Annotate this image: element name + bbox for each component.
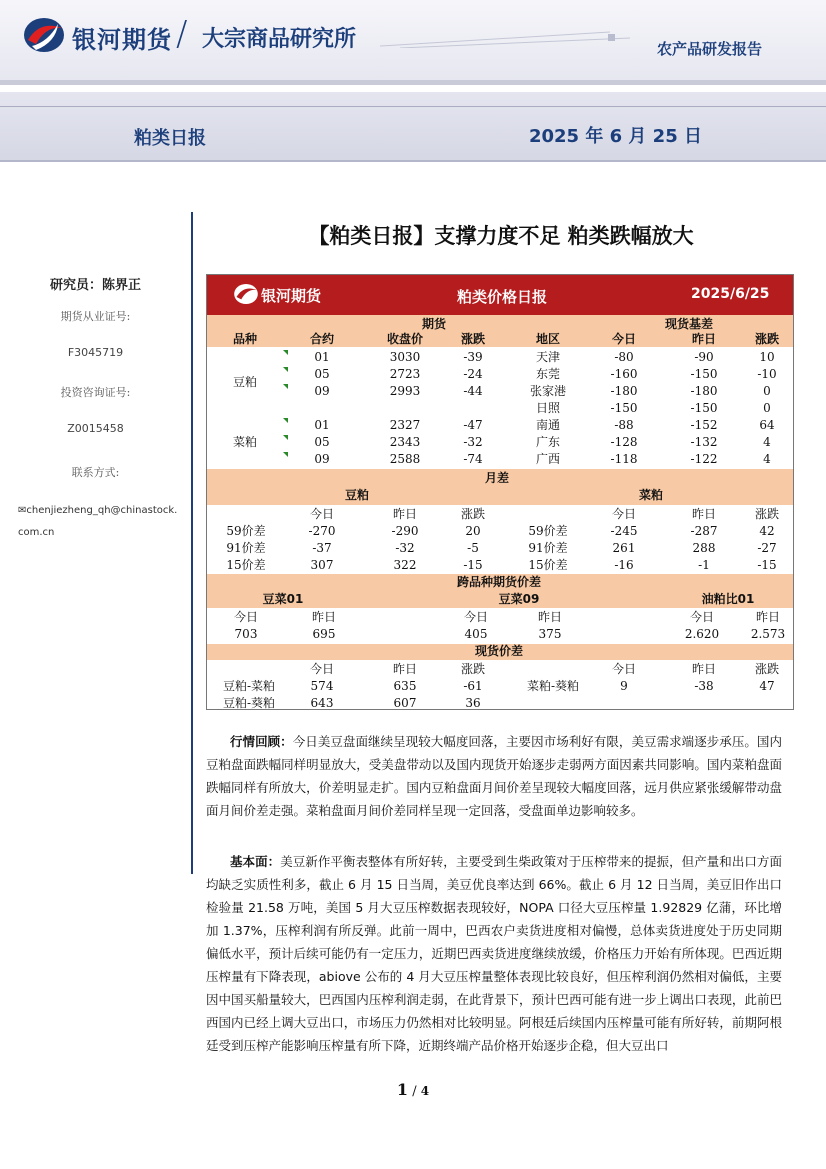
sp-col-change-a: 涨跌: [460, 662, 485, 676]
cross-a-yesterday: 695: [312, 627, 336, 641]
spot-row-1-change-a: -61: [463, 679, 483, 693]
row-3-region: 张家港: [529, 384, 566, 398]
row-6-change: -32: [463, 435, 483, 449]
row-3-spot-yesterday: -180: [690, 384, 718, 398]
header-decoration: [380, 8, 640, 48]
cell-marker-icon: [283, 435, 288, 440]
row-5-spot-today: -88: [614, 418, 634, 432]
fundamental-text: 美豆新作平衡表整体有所好转，主要受到生柴政策对于压榨带来的提振，但产量和出口方面均缺乏实质性利多，截止 6 月 15 日当周，美豆优良率达到 66%。截止 6 月 12 日当周，美豆旧作出口检验量 21.58 万吨，美国 5 月大豆压榨数据表现较好，NOPA 口径大豆压榨量 1.92829 亿蒲，环比增加 1.37%，压榨利润有所反弹。此前一周中，巴西农户卖货进度相对偏慢，总体卖货进度处于历史同期偏低水平，预计后续可能仍有一定压力，近期巴西卖货进度继续放缓，价格压力开始有所体现。巴西近期压榨量有下降表现，abiove 公布的 4 月大豆压榨量整体表现比较良好，但压榨利润仍然相对偏低，主要因中国买船量较大，巴西国内压榨利润走弱，在此背景下，预计巴西可能有进一步上调出口表现，此前巴西国内已经上调大豆出口，市场压力仍然相对比较明显。阿根廷后续国内压榨量可能有所好转，前期阿根廷受到压榨产能影响压榨量有所下降，近期终端产品价格开始逐步企稳，但大豆出口: [206, 854, 782, 1053]
row-6-spot-yesterday: -132: [690, 435, 718, 449]
spread-col-yesterday-soy: 昨日: [392, 507, 417, 521]
row-2-change: -24: [463, 367, 483, 381]
spot-row-2-pair-a: 豆粕-葵粕: [222, 696, 276, 710]
row-5-change: -47: [463, 418, 483, 432]
spread-col-today-soy: 今日: [309, 507, 334, 521]
sidebar-divider: [191, 212, 193, 874]
cross-c-yesterday-label: 昨日: [755, 610, 780, 624]
email-text: chenjiezheng_qh@chinastock.com.cn: [18, 505, 178, 538]
table-brand: 银河期货: [261, 287, 322, 305]
spot-row-1-change-b: 47: [759, 679, 775, 693]
spread-row-3-today-rap: -16: [614, 558, 634, 572]
row-7-spot-yesterday: -122: [690, 452, 718, 466]
col-yesterday: 昨日: [691, 332, 716, 346]
table-date: 2025/6/25: [691, 286, 770, 302]
subheader-line: [0, 106, 826, 107]
galaxy-logo-icon: [22, 16, 66, 54]
row-5-region: 南通: [535, 418, 560, 432]
page-title: 【粕类日报】支撑力度不足 粕类跌幅放大: [308, 224, 694, 248]
cross-c-yesterday: 2.573: [750, 627, 786, 641]
page-total: 4: [420, 1084, 430, 1098]
row-3-contract: 09: [314, 384, 330, 398]
row-6-spot-today: -128: [610, 435, 638, 449]
table-title: 粕类价格日报: [457, 288, 548, 306]
spread-row-1-yesterday-rap: -287: [690, 524, 718, 538]
page-number: [0, 1080, 826, 1099]
review-lead: 行情回顾：: [230, 734, 293, 749]
spot-row-2-today-a: 643: [310, 696, 334, 710]
spread-row-1-change-soy: 20: [465, 524, 481, 538]
cross-label: 跨品种期货价差: [456, 575, 541, 589]
spread-row-2-label-soy: 91价差: [226, 541, 266, 555]
row-7-close: 2588: [389, 452, 421, 466]
spot-row-1-yesterday-a: 635: [393, 679, 417, 693]
review-text: 今日美豆盘面继续呈现较大幅度回落，主要因市场利好有限，美豆需求端逐步承压。国内豆粕盘面跌幅同样明显放大，受美盘带动以及国内现货开始逐步走弱两方面因素共同影响。国内菜粕盘面跌幅同样有所放大，价差明显走扩。国内豆粕盘面月间价差呈现较大幅度回落，远月供应紧张缓解带动盘面月间价差走强。菜粕盘面月间价差同样呈现一定回落，受盘面单边影响较多。: [206, 734, 782, 818]
row-7-change: -74: [463, 452, 483, 466]
row-7-contract: 09: [314, 452, 330, 466]
variety-soymeal: 豆粕: [232, 375, 257, 389]
spot-basis-label: 现货基差: [664, 317, 713, 331]
subheader-band: [0, 92, 826, 162]
report-date: 2025 年 6 月 25 日: [528, 126, 702, 147]
row-1-change: -39: [463, 350, 483, 364]
row-6-region: 广东: [535, 435, 560, 449]
col-change: 涨跌: [460, 332, 485, 346]
col-close: 收盘价: [386, 332, 423, 346]
spot-row-1-pair-a: 豆粕-菜粕: [222, 679, 276, 693]
spread-label: 月差: [484, 471, 509, 485]
table-logo-icon: [233, 282, 259, 306]
fundamental-lead: 基本面：: [230, 854, 281, 869]
subheader-line-bottom: [0, 160, 826, 162]
row-1-contract: 01: [314, 350, 330, 364]
row-2-spot-today: -160: [610, 367, 638, 381]
spread-row-2-change-rap: -27: [757, 541, 777, 555]
col-today: 今日: [611, 332, 636, 346]
spread-col-yesterday-rap: 昨日: [691, 507, 716, 521]
page-current: 1: [396, 1080, 409, 1099]
cross-b-yesterday-label: 昨日: [537, 610, 562, 624]
spread-row-1-label-soy: 59价差: [226, 524, 266, 538]
row-5-close: 2327: [389, 418, 421, 432]
row-3-spot-today: -180: [610, 384, 638, 398]
table-header-bar: [207, 275, 793, 315]
spread-row-1-today-soy: -270: [308, 524, 336, 538]
row-4-spot-yesterday: -150: [690, 401, 718, 415]
col-region: 地区: [535, 332, 560, 346]
spread-row-2-today-soy: -37: [312, 541, 332, 555]
sp-col-today-a: 今日: [309, 662, 334, 676]
futures-label: 期货: [421, 317, 446, 331]
row-6-contract: 05: [314, 435, 330, 449]
variety-rapemeal: 菜粕: [232, 435, 257, 449]
cell-marker-icon: [283, 418, 288, 423]
row-7-region: 广西: [535, 452, 560, 466]
spread-row-2-yesterday-rap: 288: [692, 541, 716, 555]
brand-name: 银河期货: [72, 26, 172, 54]
cross-a-today-label: 今日: [233, 610, 258, 624]
col-contract: 合约: [309, 332, 334, 346]
row-7-spot-change: 4: [763, 452, 771, 466]
spot-spread-label: 现货价差: [474, 644, 523, 658]
cell-marker-icon: [283, 350, 288, 355]
contact-label: 联系方式:: [71, 466, 120, 479]
spot-row-1-today-b: 9: [620, 679, 628, 693]
row-1-spot-today: -80: [614, 350, 634, 364]
spread-row-2-yesterday-soy: -32: [395, 541, 415, 555]
row-6-close: 2343: [389, 435, 421, 449]
header-divider: [0, 80, 826, 85]
row-5-contract: 01: [314, 418, 330, 432]
license-number: F3045719: [67, 346, 124, 359]
cross-c-today: 2.620: [684, 627, 720, 641]
spread-col-change-soy: 涨跌: [460, 507, 485, 521]
price-table: [206, 274, 794, 710]
spot-row-2-change-a: 36: [465, 696, 481, 710]
row-3-spot-change: 0: [763, 384, 771, 398]
fundamentals: [206, 850, 782, 1057]
report-type: 农产品研发报告: [656, 40, 762, 58]
consult-number: Z0015458: [67, 422, 124, 435]
spread-row-1-change-rap: 42: [759, 524, 775, 538]
row-1-close: 3030: [389, 350, 421, 364]
spread-row-1-label-rap: 59价差: [528, 524, 568, 538]
header-slash: /: [176, 14, 188, 54]
cross-b-today-label: 今日: [463, 610, 488, 624]
spread-row-3-label-rap: 15价差: [528, 558, 568, 572]
sp-col-today-b: 今日: [611, 662, 636, 676]
row-2-spot-change: -10: [757, 367, 777, 381]
spot-row-1-today-a: 574: [310, 679, 334, 693]
cross-oil-meal-01: 油粕比01: [701, 592, 755, 606]
row-2-region: 东莞: [535, 367, 560, 381]
row-2-spot-yesterday: -150: [690, 367, 718, 381]
row-4-spot-change: 0: [763, 401, 771, 415]
spread-col-today-rap: 今日: [611, 507, 636, 521]
sp-col-change-b: 涨跌: [754, 662, 779, 676]
spread-row-2-today-rap: 261: [612, 541, 636, 555]
consult-label: 投资咨询证号:: [60, 386, 131, 399]
cross-soy-rap-09: 豆菜09: [498, 592, 540, 606]
cell-marker-icon: [283, 384, 288, 389]
spot-row-1-yesterday-b: -38: [694, 679, 714, 693]
cross-a-yesterday-label: 昨日: [311, 610, 336, 624]
row-7-spot-today: -118: [610, 452, 638, 466]
row-5-spot-yesterday: -152: [690, 418, 718, 432]
sp-col-yesterday-b: 昨日: [691, 662, 716, 676]
sp-col-yesterday-a: 昨日: [392, 662, 417, 676]
cross-c-today-label: 今日: [689, 610, 714, 624]
report-name: 粕类日报: [134, 128, 206, 149]
mail-icon: ✉: [18, 505, 27, 516]
row-1-region: 天津: [535, 350, 560, 364]
cross-a-today: 703: [234, 627, 258, 641]
row-6-spot-change: 4: [763, 435, 771, 449]
spread-row-2-change-soy: -5: [467, 541, 479, 555]
spread-row-3-yesterday-rap: -1: [698, 558, 710, 572]
spot-row-2-yesterday-a: 607: [393, 696, 417, 710]
cross-b-today: 405: [464, 627, 488, 641]
contact-email[interactable]: [18, 500, 178, 544]
page-sep: /: [412, 1084, 417, 1099]
spread-row-1-today-rap: -245: [610, 524, 638, 538]
license-label: 期货从业证号:: [60, 310, 131, 323]
row-5-spot-change: 64: [759, 418, 775, 432]
row-4-spot-today: -150: [610, 401, 638, 415]
spread-row-1-yesterday-soy: -290: [391, 524, 419, 538]
spread-col-change-rap: 涨跌: [754, 507, 779, 521]
spread-row-2-label-rap: 91价差: [528, 541, 568, 555]
cell-marker-icon: [283, 367, 288, 372]
spot-row-1-pair-b: 菜粕-葵粕: [526, 679, 580, 693]
spread-row-3-change-rap: -15: [757, 558, 777, 572]
col-spot-change: 涨跌: [754, 332, 779, 346]
analyst-name: 研究员：陈界正: [49, 278, 141, 293]
spread-row-3-change-soy: -15: [463, 558, 483, 572]
spread-row-3-today-soy: 307: [310, 558, 334, 572]
col-variety: 品种: [232, 332, 257, 346]
row-1-spot-yesterday: -90: [694, 350, 714, 364]
spread-soymeal: 豆粕: [344, 488, 369, 502]
cross-soy-rap-01: 豆菜01: [262, 592, 304, 606]
cross-b-yesterday: 375: [538, 627, 562, 641]
row-2-contract: 05: [314, 367, 330, 381]
market-review: [206, 730, 782, 822]
spread-rapemeal: 菜粕: [638, 488, 663, 502]
row-3-change: -44: [463, 384, 483, 398]
row-1-spot-change: 10: [759, 350, 775, 364]
row-3-close: 2993: [389, 384, 421, 398]
spread-row-3-yesterday-soy: 322: [393, 558, 417, 572]
row-2-close: 2723: [389, 367, 421, 381]
cell-marker-icon: [283, 452, 288, 457]
institute-name: 大宗商品研究所: [202, 27, 357, 52]
spread-row-3-label-soy: 15价差: [226, 558, 266, 572]
row-4-region: 日照: [535, 401, 560, 415]
